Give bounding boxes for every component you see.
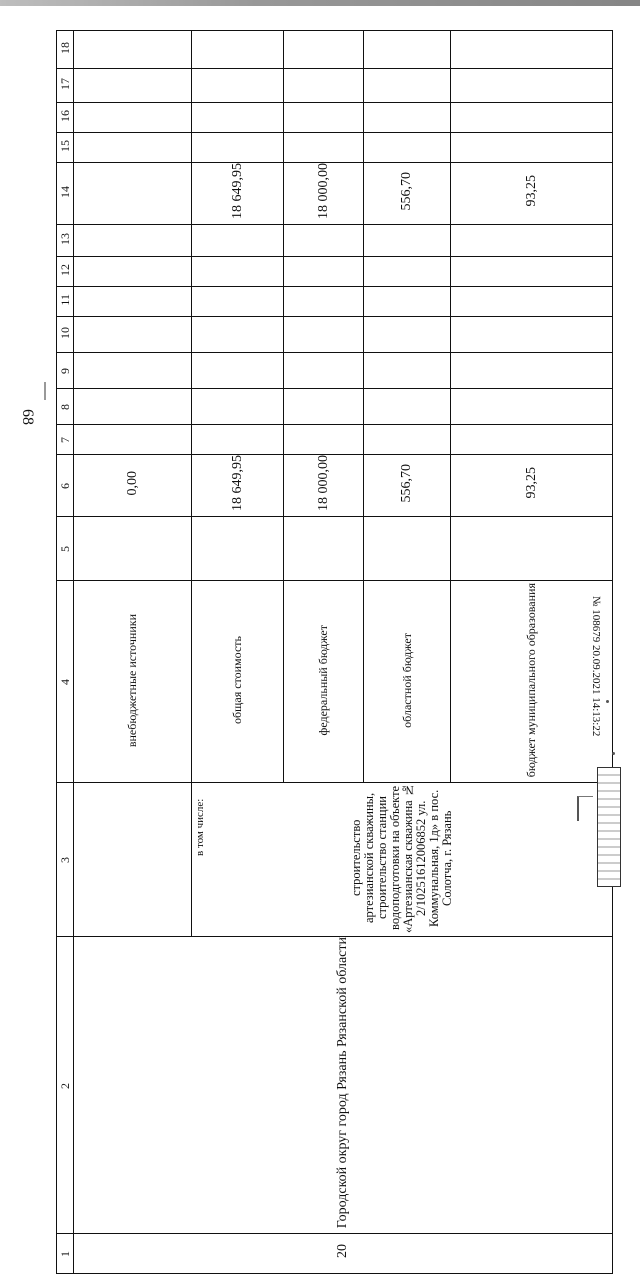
value-cell [364, 287, 451, 317]
value-cell [192, 69, 284, 103]
table-row [57, 69, 613, 103]
table-row [57, 517, 613, 581]
table-row [57, 353, 613, 389]
value-cell [364, 103, 451, 133]
value-cell [284, 425, 364, 455]
value-cell [74, 31, 192, 69]
value-cell [451, 133, 613, 163]
col-number: 2 [57, 1082, 72, 1089]
value-cell [451, 389, 613, 425]
source-label-cell [192, 581, 284, 783]
amount-value: 556,70 [399, 171, 414, 211]
value-cell [192, 257, 284, 287]
value-cell [284, 517, 364, 581]
table-frame [56, 30, 612, 1259]
municipality-cell [74, 937, 613, 1234]
value-cell [284, 69, 364, 103]
value-cell [284, 225, 364, 257]
col-number-cell [57, 287, 74, 317]
value-cell [74, 425, 192, 455]
value-cell [74, 133, 192, 163]
value-cell [451, 287, 613, 317]
col-number-cell [57, 163, 74, 225]
value-cell [74, 103, 192, 133]
col-number: 17 [57, 77, 72, 90]
value-cell [451, 455, 613, 517]
col-number-cell [57, 517, 74, 581]
value-cell [284, 103, 364, 133]
object-description-cell [192, 783, 613, 937]
col-number: 1 [57, 1251, 72, 1258]
value-cell [451, 163, 613, 225]
col-number: 15 [57, 139, 72, 152]
value-cell [451, 517, 613, 581]
value-cell [451, 103, 613, 133]
value-cell [74, 353, 192, 389]
value-cell [284, 133, 364, 163]
table-row [57, 163, 613, 225]
amount-value: 18 649,95 [229, 455, 245, 511]
value-cell [74, 69, 192, 103]
value-cell [284, 257, 364, 287]
value-cell [284, 163, 364, 225]
source-label: общая стоимость [230, 636, 244, 725]
scan-top-edge [0, 0, 640, 6]
value-cell [192, 317, 284, 353]
value-cell [451, 31, 613, 69]
scan-speck [606, 700, 609, 703]
table-row [57, 257, 613, 287]
value-cell [192, 389, 284, 425]
value-cell [192, 517, 284, 581]
value-cell [284, 389, 364, 425]
row-number: 20 [335, 1244, 350, 1259]
col-number-cell [57, 133, 74, 163]
scan-speck [612, 752, 615, 755]
col-number-cell [57, 31, 74, 69]
value-cell [284, 287, 364, 317]
table-row [57, 1234, 613, 1274]
value-cell [74, 257, 192, 287]
col-number-cell [57, 103, 74, 133]
object-description: строительство артезианской скважины, строительство станции водоподготовки на объекте «Артезианская скважина № 2/10251612006852 ул. Коммунальная, 1д» в пос. Солотча, г. Рязань [349, 783, 454, 934]
source-label-cell [364, 581, 451, 783]
source-label: внебюджетные источники [125, 613, 139, 747]
amount-value: 18 000,00 [315, 163, 331, 219]
amount-value: 93,25 [523, 175, 539, 207]
value-cell [451, 257, 613, 287]
col-number: 5 [57, 546, 72, 552]
value-cell [192, 103, 284, 133]
col-number: 4 [57, 679, 72, 686]
municipality-name: Городской округ город Рязань Рязанской области [335, 937, 350, 1229]
value-cell [192, 353, 284, 389]
value-cell [284, 455, 364, 517]
value-cell [192, 163, 284, 225]
col-number-cell [57, 225, 74, 257]
in-that-number-label: в том числе: [194, 798, 206, 856]
table-row [57, 455, 613, 517]
value-cell [451, 69, 613, 103]
col-number: 12 [57, 263, 72, 276]
table-row [57, 31, 613, 69]
amount-value: 0,00 [124, 470, 140, 496]
value-cell [364, 31, 451, 69]
value-cell [284, 31, 364, 69]
col-number-cell [57, 257, 74, 287]
col-number: 14 [57, 185, 72, 198]
source-label: бюджет муниципального образования [524, 583, 538, 778]
source-label: областной бюджет [399, 632, 414, 728]
col-number: 11 [57, 293, 72, 306]
col-number: 6 [57, 483, 72, 489]
col-number-cell [57, 317, 74, 353]
value-cell [74, 517, 192, 581]
source-label-cell [74, 581, 192, 783]
col-number-cell [57, 581, 74, 783]
table-row [57, 103, 613, 133]
value-cell [192, 225, 284, 257]
value-cell [451, 225, 613, 257]
value-cell [74, 389, 192, 425]
col-number-cell [57, 425, 74, 455]
col-number: 10 [57, 326, 72, 339]
value-cell [364, 163, 451, 225]
value-cell [192, 133, 284, 163]
amount-value: 18 649,95 [229, 163, 245, 219]
value-cell [284, 353, 364, 389]
col-number-cell [57, 353, 74, 389]
value-cell [364, 389, 451, 425]
amount-value: 556,70 [399, 463, 414, 503]
col-number-cell [57, 389, 74, 425]
col-number: 8 [57, 404, 72, 410]
value-cell [192, 287, 284, 317]
value-cell [364, 517, 451, 581]
registration-number: № 108679 20.09.2021 14:13:22 [590, 596, 602, 737]
source-label: федеральный бюджет [316, 624, 330, 736]
physical-table [56, 30, 613, 1274]
value-cell [364, 455, 451, 517]
value-cell [364, 353, 451, 389]
value-cell [74, 163, 192, 225]
value-cell [192, 31, 284, 69]
table-row [57, 425, 613, 455]
table-row [57, 133, 613, 163]
row-number-cell [74, 1234, 613, 1274]
value-cell [364, 317, 451, 353]
col-number: 3 [57, 857, 72, 864]
value-cell [192, 425, 284, 455]
value-cell [451, 425, 613, 455]
col-number-cell [57, 783, 74, 937]
value-cell [74, 317, 192, 353]
value-cell [451, 353, 613, 389]
empty-cell [74, 783, 192, 937]
value-cell [364, 69, 451, 103]
value-cell [192, 455, 284, 517]
value-cell [451, 317, 613, 353]
table-row [57, 389, 613, 425]
value-cell [364, 257, 451, 287]
table-row [57, 937, 613, 1234]
amount-value: 18 000,00 [315, 455, 331, 511]
stamp-bracket [577, 796, 593, 821]
col-number: 18 [57, 41, 72, 54]
value-cell [364, 133, 451, 163]
table-row [57, 317, 613, 353]
col-number: 13 [57, 232, 72, 245]
col-number-cell [57, 1234, 74, 1274]
col-number: 16 [57, 109, 72, 122]
table-row [57, 287, 613, 317]
table-row [57, 581, 613, 783]
table-row [57, 783, 613, 937]
value-cell [74, 287, 192, 317]
value-cell [364, 225, 451, 257]
margin-mark [44, 382, 46, 400]
col-number: 9 [57, 368, 72, 374]
value-cell [74, 225, 192, 257]
value-cell [364, 425, 451, 455]
col-number-cell [57, 69, 74, 103]
table-row [57, 225, 613, 257]
page-number: 68 [19, 409, 36, 425]
value-cell [284, 317, 364, 353]
col-number-cell [57, 455, 74, 517]
col-number: 7 [57, 437, 72, 443]
source-label-cell [284, 581, 364, 783]
col-number-cell [57, 937, 74, 1234]
amount-value: 93,25 [523, 467, 539, 499]
value-cell [74, 455, 192, 517]
